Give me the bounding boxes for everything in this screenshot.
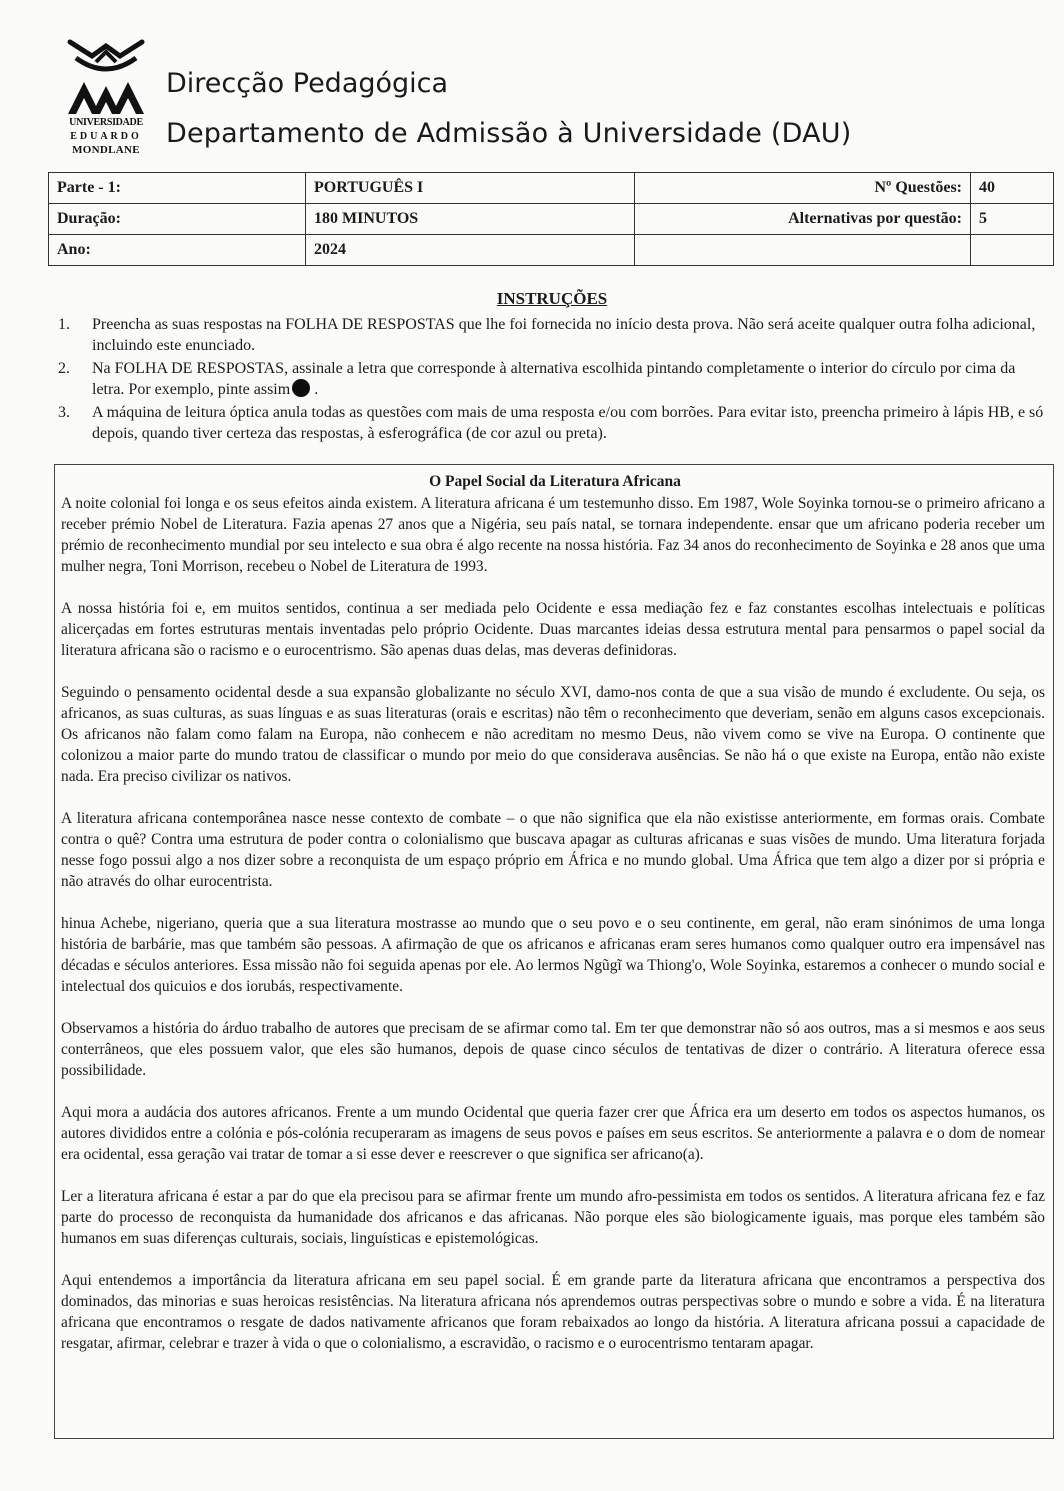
logo-text-line3: MONDLANE [72,144,140,156]
instructions-list [58,314,1044,446]
alternatives-label: Alternativas por questão: [635,204,971,235]
instruction-tail: . [314,381,319,398]
empty-cell [971,235,1054,266]
info-row-part [49,173,1054,204]
header-title: Direcção Pedagógica [166,68,449,99]
logo-text-line2: EDUARDO [70,131,142,142]
year-label: Ano: [49,235,306,266]
year-value: 2024 [306,235,635,266]
part-label: Parte - 1: [49,173,306,204]
info-row-duration [49,204,1054,235]
instruction-number: 1. [58,316,70,333]
article-box [54,464,1054,1439]
article-paragraph: Observamos a história do árduo trabalho de autores que precisam de se afirmar como tal. Em ter que demonstrar não só aos outros, mas a si mesmos e aos seus conterrâneos, que eles possuem valor, que eles são humanos, depois de quase cinco séculos de tentativas de dizer o contrário. A literatura oferece essa possibilidade. [61,1020,1045,1079]
instruction-number: 3. [58,404,70,421]
duration-label: Duração: [49,204,306,235]
instruction-item [58,402,1044,444]
part-value: PORTUGUÊS I [306,173,635,204]
article-paragraph: Ler a literatura africana é estar a par do que ela precisou para se afirmar frente um mundo afro-pessimista em todos os sentidos. A literatura africana fez e faz parte do processo de reconquista da humanidade dos africanos e das africanas. Não porque eles são biologicamente iguais, mas porque eles também são humanos em suas diferenças culturais, sociais, linguísticas e epistemológicas. [61,1188,1045,1247]
instruction-item [58,314,1044,356]
university-logo [56,36,156,160]
instruction-text: Preencha as suas respostas na FOLHA DE RESPOSTAS que lhe foi fornecida no início desta prova. Não será aceite qualquer outra folha adicional, incluindo este enunciado. [92,316,1036,354]
instruction-number: 2. [58,360,70,377]
page-header [54,36,1054,160]
university-emblem-icon [62,36,150,116]
article-paragraph: Seguindo o pensamento ocidental desde a sua expansão globalizante no século XVI, damo-nos conta de que a sua visão de mundo é excludente. Ou seja, os africanos, as suas culturas, as suas línguas e as suas literaturas (orais e escritas) não têm o reconhecimento que deveriam, senão em alguns casos excepcionais. Os africanos não falam como falam na Europa, não conhecem e não acreditam no mesmo Deus, não vivem como se vive na Europa. O continente que colonizou a maior parte do mundo tratou de classificar o mundo por meio do que considerava ausências. Se não há o que existe na Europa, então não existe nada. Era preciso civilizar os nativos. [61,684,1045,785]
article-body [61,493,1045,1375]
article-title: O Papel Social da Literatura Africana [429,473,681,490]
questions-value: 40 [971,173,1054,204]
instruction-text: A máquina de leitura óptica anula todas as questões com mais de uma resposta e/ou com borrões. Para evitar isto, preencha primeiro à lápis HB, e só depois, quando tiver certeza das respostas, à esferográfica (de cor azul ou preta). [92,404,1044,442]
article-paragraph: hinua Achebe, nigeriano, queria que a sua literatura mostrasse ao mundo que o seu povo e o seu continente, em geral, não eram sinónimos de uma longa história de barbárie, mas que também são pessoas. A afirmação de que os africanos e africanas eram seres humanos como qualquer outro era impensável nas décadas e séculos anteriores. Essa missão não foi seguida apenas por ele. Ao lermos Ngũgĩ wa Thiong'o, Wole Soyinka, estaremos a conhecer o mundo social e intelectual dos quicuios e dos iorubás, respectivamente. [61,915,1045,995]
instruction-item [58,358,1044,400]
empty-cell [635,235,971,266]
duration-value: 180 MINUTOS [306,204,635,235]
header-subtitle: Departamento de Admissão à Universidade (DAU) [166,118,852,149]
exam-info-table [48,172,1054,266]
article-paragraph: A literatura africana contemporânea nasce nesse contexto de combate – o que não significa que ela não existisse anteriormente, em formas orais. Combate contra o quê? Contra uma estrutura de poder contra o colonialismo que buscava apagar as culturas africanas e suas visões de mundo. Uma literatura forjada nesse fogo possui algo a nos dizer sobre a reconquista de um espaço próprio em África e no mundo global. Uma África que tem algo a dizer por si própria e não através do olhar eurocentrista. [61,810,1045,890]
article-paragraph: Aqui mora a audácia dos autores africanos. Frente a um mundo Ocidental que queria fazer crer que África era um deserto em todos os aspectos humanos, os autores divididos entre a colónia e pós-colónia recuperaram as imagens de seus povos e países em seus escritos. Se anteriormente a palavra e o dom de nomear era ocidental, essa geração vai tratar de tomar a si esse dever e reescrever o que significa ser africano(a). [61,1104,1045,1163]
filled-circle-example-icon [292,379,310,397]
alternatives-value: 5 [971,204,1054,235]
article-paragraph: A nossa história foi e, em muitos sentidos, continua a ser mediada pelo Ocidente e essa mediação fez e faz constantes escolhas intelectuais e políticas alicerçadas em fortes estruturas mentais inventadas pelo próprio Ocidente. Duas marcantes ideias dessa estrutura mental para pensarmos o papel social da literatura africana são o racismo e o eurocentrismo. São apenas duas delas, mas deveras definidoras. [61,600,1045,659]
instructions-title: INSTRUÇÕES [496,289,608,308]
questions-label: Nº Questões: [635,173,971,204]
info-row-year [49,235,1054,266]
instruction-text: Na FOLHA DE RESPOSTAS, assinale a letra que corresponde à alternativa escolhida pintando completamente o interior do círculo por cima da letra. Por exemplo, pinte assim [92,360,1016,398]
logo-text-line1: UNIVERSIDADE [69,117,143,128]
article-paragraph: Aqui entendemos a importância da literatura africana em seu papel social. É em grande parte da literatura africana que encontramos a perspectiva dos dominados, das minorias e suas heroicas resistências. Na literatura africana nós aprendemos outras perspectivas sobre o mundo e sobre a vida. É na literatura africana que encontramos o resgate de dados nativamente africanos que foram rebaixados ao longo da história. A literatura africana possui a capacidade de resgatar, afirmar, celebrar e trazer à vida o que o colonialismo, a escravidão, o racismo e o eurocentrismo tentaram apagar. [61,1272,1045,1352]
article-paragraph: A noite colonial foi longa e os seus efeitos ainda existem. A literatura africana é um testemunho disso. Em 1987, Wole Soyinka tornou-se o primeiro africano a receber prémio Nobel de Literatura. Fazia apenas 27 anos que a Nigéria, seu país natal, se tornara independente. ensar que um africano poderia receber um prémio de reconhecimento mundial por seu intelecto e sua obra é algo recente na nossa história. Faz 34 anos do reconhecimento de Soyinka e 28 anos que uma mulher negra, Toni Morrison, recebeu o Nobel de Literatura de 1993. [61,495,1045,575]
